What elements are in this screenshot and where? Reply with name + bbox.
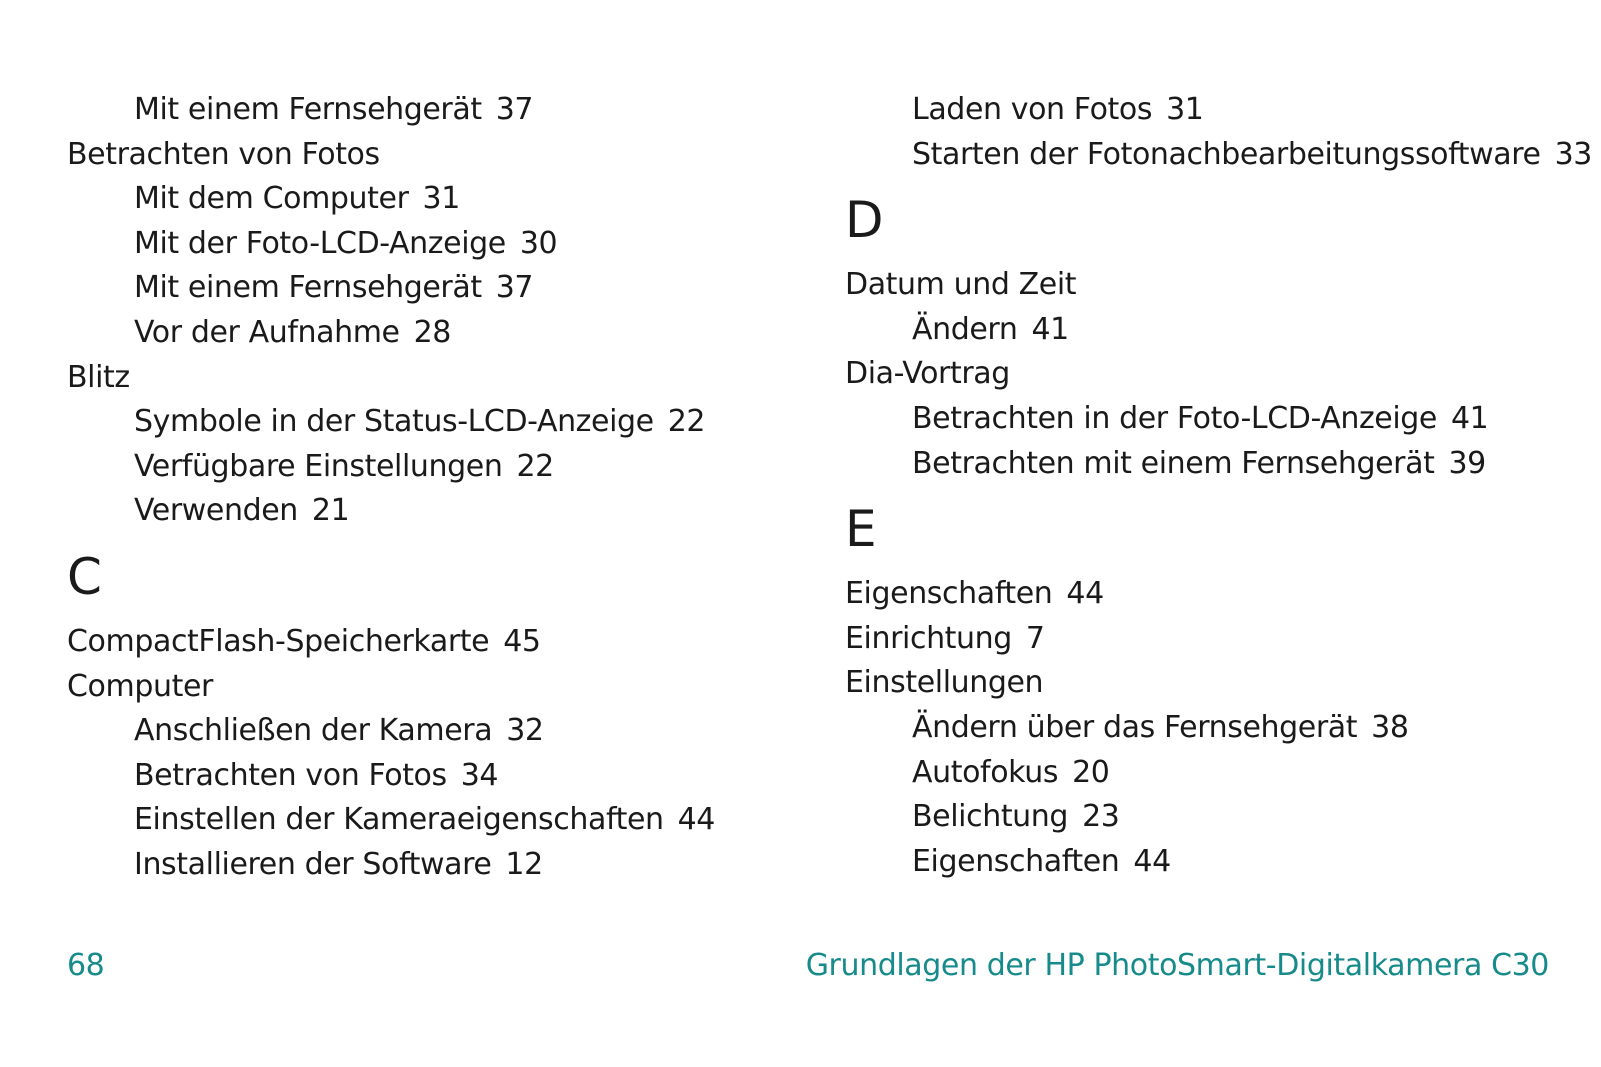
index-page-number: 22 xyxy=(667,404,706,440)
index-term: Verfügbare Einstellungen xyxy=(134,448,503,484)
index-subentry xyxy=(67,798,787,843)
index-term: Betrachten von Fotos xyxy=(134,757,447,793)
index-page-number: 38 xyxy=(1371,709,1409,745)
index-subentry xyxy=(67,222,787,267)
index-term: Einstellungen xyxy=(845,665,1044,701)
index-subentry xyxy=(67,489,787,534)
index-entry xyxy=(67,356,787,401)
index-subentry xyxy=(845,751,1585,796)
section-letter-c: C xyxy=(67,547,102,606)
index-page-number: 37 xyxy=(495,270,534,306)
index-page-number: 31 xyxy=(1166,92,1204,127)
index-page-number: 41 xyxy=(1451,400,1489,436)
index-page-number: 44 xyxy=(1133,843,1171,879)
index-entry xyxy=(67,133,787,178)
index-subentry xyxy=(67,445,787,490)
index-page-number: 34 xyxy=(460,757,499,793)
index-subentry xyxy=(845,706,1585,751)
index-term: Starten der Fotonachbearbeitungssoftware xyxy=(912,136,1541,172)
index-page-number: 21 xyxy=(311,493,350,529)
index-term: Ändern xyxy=(912,311,1018,347)
index-entry xyxy=(845,572,1585,617)
index-term: Ändern über das Fernsehgerät xyxy=(912,709,1358,745)
index-page-number: 23 xyxy=(1082,799,1120,835)
section-letter-e: E xyxy=(845,500,877,559)
index-term: Betrachten mit einem Fernsehgerät xyxy=(912,445,1435,481)
index-subentry xyxy=(67,709,787,754)
index-term: Dia-Vortrag xyxy=(845,356,1010,392)
index-subentry xyxy=(845,397,1585,442)
index-subentry xyxy=(67,843,787,888)
index-term: Eigenschaften xyxy=(912,843,1120,879)
index-entry xyxy=(845,661,1585,706)
index-page-number: 28 xyxy=(413,314,451,350)
index-subentry xyxy=(67,754,787,799)
index-subentry xyxy=(67,311,787,356)
index-term: Blitz xyxy=(67,359,130,395)
index-subentry xyxy=(67,88,787,133)
index-term: CompactFlash-Speicherkarte xyxy=(67,623,490,659)
index-entry xyxy=(845,263,1585,308)
index-term: Mit einem Fernsehgerät xyxy=(134,270,482,306)
index-page-number: 37 xyxy=(495,92,534,127)
index-subentry xyxy=(67,177,787,222)
index-term: Einstellen der Kameraeigenschaften xyxy=(134,802,664,838)
index-term: Datum und Zeit xyxy=(845,267,1077,303)
footer-page-number: 68 xyxy=(67,948,105,983)
index-page-number: 33 xyxy=(1554,136,1592,172)
index-page-number: 44 xyxy=(677,802,715,838)
index-page-number: 39 xyxy=(1448,445,1486,481)
index-term: Mit einem Fernsehgerät xyxy=(134,92,482,127)
index-term: Einrichtung xyxy=(845,620,1012,656)
index-term: Mit dem Computer xyxy=(134,181,409,217)
index-term: Betrachten in der Foto-LCD-Anzeige xyxy=(912,400,1437,436)
index-subentry xyxy=(845,308,1585,353)
index-subentry xyxy=(845,88,1585,133)
index-column-left xyxy=(67,88,787,888)
section-letter-d: D xyxy=(845,191,884,250)
index-page-number: 20 xyxy=(1072,754,1110,790)
index-entry xyxy=(67,665,787,710)
index-subentry xyxy=(845,133,1592,178)
index-page-number: 30 xyxy=(519,225,558,261)
index-page-number: 41 xyxy=(1031,311,1069,347)
index-page-number: 31 xyxy=(422,181,460,217)
index-page-number: 45 xyxy=(503,623,541,659)
index-page-number: 32 xyxy=(506,713,544,749)
index-term: Anschließen der Kamera xyxy=(134,713,493,749)
index-subentry xyxy=(845,795,1585,840)
index-entry xyxy=(845,352,1585,397)
index-subentry xyxy=(845,840,1585,885)
index-term: Symbole in der Status-LCD-Anzeige xyxy=(134,404,654,440)
index-page-number: 7 xyxy=(1025,620,1045,656)
index-term: Mit der Foto-LCD-Anzeige xyxy=(134,225,506,261)
footer-book-title: Grundlagen der HP PhotoSmart-Digitalkamera C30 xyxy=(805,948,1549,983)
index-term: Laden von Fotos xyxy=(912,92,1153,127)
index-page-number: 22 xyxy=(516,448,554,484)
index-term: Computer xyxy=(67,668,213,704)
index-column-right xyxy=(845,88,1592,884)
index-term: Belichtung xyxy=(912,799,1069,835)
index-entry xyxy=(845,617,1585,662)
index-page-number: 44 xyxy=(1066,576,1104,612)
index-page-number: 12 xyxy=(505,846,543,882)
index-subentry xyxy=(67,400,787,445)
index-term: Eigenschaften xyxy=(845,576,1053,612)
index-term: Installieren der Software xyxy=(134,846,492,882)
index-term: Betrachten von Fotos xyxy=(67,136,380,172)
index-term: Vor der Aufnahme xyxy=(134,314,400,350)
index-subentry xyxy=(845,442,1585,487)
index-term: Autofokus xyxy=(912,754,1059,790)
index-subentry xyxy=(67,266,787,311)
index-entry xyxy=(67,620,787,665)
index-term: Verwenden xyxy=(134,493,298,529)
